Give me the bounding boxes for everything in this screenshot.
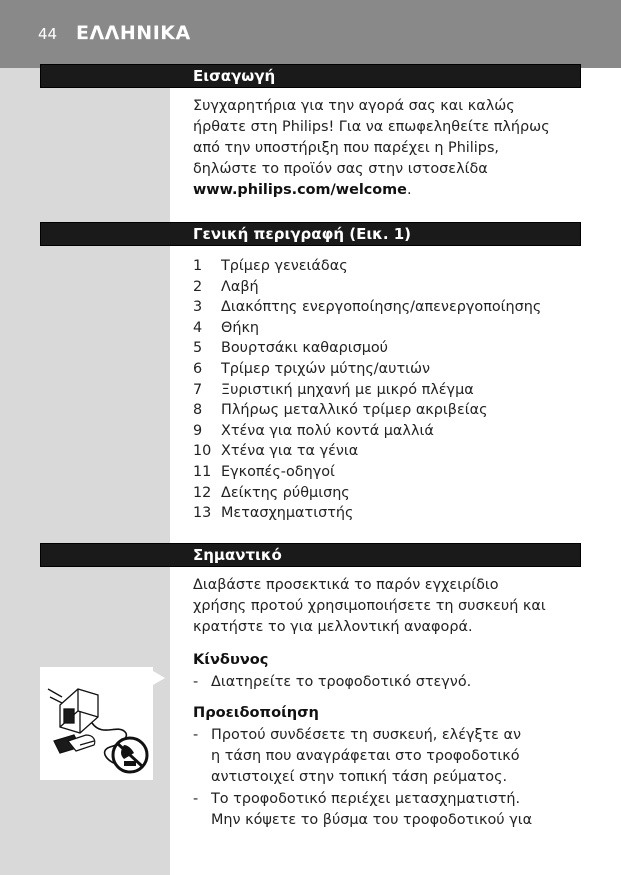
warning-line: η τάση που αναγράφεται στο τροφοδοτικό <box>211 748 520 764</box>
feature-list-item <box>193 256 603 277</box>
feature-label: Χτένα για τα γένια <box>221 443 359 460</box>
welcome-link[interactable]: www.philips.com/welcome <box>193 182 407 198</box>
feature-label: Χτένα για πολύ κοντά μαλλιά <box>221 422 434 439</box>
section-bar-important <box>40 543 581 567</box>
intro-paragraph <box>193 96 593 201</box>
warning-line: αντιστοιχεί στην τοπική τάση ρεύματος. <box>211 769 508 785</box>
section-title-intro: Εισαγωγή <box>193 67 276 85</box>
adapter-illustration <box>40 667 153 780</box>
feature-list-item <box>193 483 603 504</box>
feature-list-item <box>193 359 603 380</box>
feature-label: Πλήρως μεταλλικό τρίμερ ακριβείας <box>221 402 488 419</box>
bullet-dash: - <box>193 674 199 690</box>
feature-list-item <box>193 277 603 298</box>
feature-label: Διακόπτης ενεργοποίησης/απενεργοποίησης <box>221 299 542 316</box>
warning-bullet-2 <box>193 789 603 831</box>
adapter-drawing <box>40 667 153 780</box>
feature-number: 4 <box>193 319 203 336</box>
feature-list-item <box>193 318 603 339</box>
warning-bullet-2-text <box>211 789 532 831</box>
feature-number: 10 <box>193 443 212 460</box>
adapter-plug-icon <box>48 689 98 733</box>
feature-label: Θήκη <box>221 319 260 336</box>
feature-label: Τρίμερ τριχών μύτης/αυτιών <box>221 360 431 377</box>
section-title-overview: Γενική περιγραφή (Εικ. 1) <box>193 225 412 243</box>
feature-label: Εγκοπές-οδηγοί <box>221 463 335 480</box>
feature-list-item <box>193 338 603 359</box>
feature-label: Μετασχηματιστής <box>221 505 354 522</box>
important-paragraph <box>193 575 593 638</box>
important-line: κρατήστε το για μελλοντική αναφορά. <box>193 619 473 635</box>
warning-line: Το τροφοδοτικό περιέχει μετασχηματιστή. <box>211 791 521 807</box>
feature-list-item <box>193 400 603 421</box>
feature-number: 12 <box>193 484 212 501</box>
bullet-dash: - <box>193 727 199 743</box>
feature-list <box>193 256 603 524</box>
feature-list-item <box>193 380 603 401</box>
section-bar-overview <box>40 222 581 246</box>
bullet-dash: - <box>193 791 199 807</box>
feature-number: 5 <box>193 340 203 357</box>
feature-number: 2 <box>193 278 203 295</box>
intro-line: ήρθατε στη Philips! Για να επωφεληθείτε πλήρως <box>193 119 550 135</box>
feature-list-item <box>193 462 603 483</box>
feature-label: Λαβή <box>221 278 259 295</box>
warning-bullet-1-text <box>211 725 521 788</box>
feature-list-item <box>193 421 603 442</box>
feature-label: Τρίμερ γενειάδας <box>221 258 348 274</box>
adapter-connector-icon <box>54 735 95 753</box>
feature-number: 6 <box>193 360 203 377</box>
warning-line: Προτού συνδέσετε τη συσκευή, ελέγξτε αν <box>211 727 522 743</box>
feature-list-item <box>193 441 603 462</box>
feature-number: 3 <box>193 299 203 316</box>
warning-bullet-1 <box>193 725 603 788</box>
intro-line: από την υποστήριξη που παρέχει η Philips, <box>193 140 500 156</box>
feature-number: 8 <box>193 402 203 419</box>
no-water-icon <box>113 738 147 772</box>
page-number: 44 <box>38 25 58 43</box>
feature-label: Ξυριστική μηχανή με μικρό πλέγμα <box>221 381 474 398</box>
feature-number: 1 <box>193 258 203 274</box>
feature-list-item <box>193 297 603 318</box>
warning-line: Μην κόψετε το βύσμα του τροφοδοτικού για <box>211 812 533 828</box>
feature-label: Δείκτης ρύθμισης <box>221 484 350 501</box>
section-bar-intro <box>40 64 581 88</box>
intro-line: Συγχαρητήρια για την αγορά σας και καλώς <box>193 98 515 114</box>
section-title-important: Σημαντικό <box>193 546 282 564</box>
feature-number: 13 <box>193 505 212 522</box>
figure-pointer <box>153 671 165 685</box>
link-suffix: . <box>406 182 412 198</box>
feature-label: Βουρτσάκι καθαρισμού <box>221 340 389 357</box>
important-line: Διαβάστε προσεκτικά το παρόν εγχειρίδιο <box>193 577 499 593</box>
feature-list-item <box>193 503 603 524</box>
intro-link-line <box>193 180 593 201</box>
page-language-title: ΕΛΛΗΝΙΚΑ <box>76 22 191 44</box>
feature-number: 7 <box>193 381 203 398</box>
danger-bullet-text: Διατηρείτε το τροφοδοτικό στεγνό. <box>211 674 472 690</box>
warning-heading: Προειδοποίηση <box>193 704 319 721</box>
page-header <box>0 0 621 68</box>
danger-heading: Κίνδυνος <box>193 651 269 668</box>
important-line: χρήσης προτού χρησιμοποιήσετε τη συσκευή και <box>193 598 546 614</box>
danger-bullet <box>193 672 603 693</box>
feature-number: 9 <box>193 422 203 439</box>
feature-number: 11 <box>193 463 212 480</box>
intro-line: δηλώστε το προϊόν σας στην ιστοσελίδα <box>193 161 488 177</box>
